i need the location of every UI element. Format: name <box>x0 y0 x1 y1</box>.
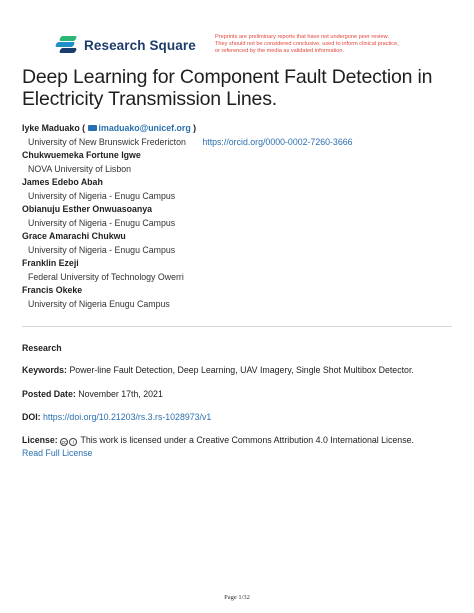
paper-title: Deep Learning for Component Fault Detection in Electricity Transmission Lines. <box>22 66 433 110</box>
author-affiliation: Federal University of Technology Owerri <box>28 271 184 282</box>
author-name: Franklin Ezeji <box>22 258 79 268</box>
article-type: Research <box>22 343 62 353</box>
author-affiliation: University of Nigeria - Enugu Campus <box>28 190 176 201</box>
attribution-icon: i <box>69 438 77 446</box>
author-affiliation: University of Nigeria Enugu Campus <box>28 298 170 309</box>
read-full-license-link[interactable]: Read Full License <box>22 448 93 458</box>
author-entry <box>22 284 462 311</box>
page-number: Page 1/32 <box>224 594 250 601</box>
doi: DOI: https://doi.org/10.21203/rs.3.rs-1028973/v1 <box>22 412 212 422</box>
author-affiliation: University of New Brunswick Fredericton <box>28 136 186 147</box>
author-name: James Edebo Abah <box>22 177 103 187</box>
author-name: Grace Amarachi Chukwu <box>22 231 126 241</box>
author-list <box>22 122 462 311</box>
preprint-disclaimer: Preprints are preliminary reports that have not undergone peer review. They should not be considered conclusive, used to inform clinical practice, or referenced by the media as validated information. <box>215 34 399 55</box>
author-entry: Iyke Maduako ( imaduako@unicef.org ) University of New Brunswick Fredericton https://orcid.org/0000-0002-7260-3666 <box>22 123 353 147</box>
author-name: Iyke Maduako <box>22 123 80 133</box>
brand-name: Research Square <box>84 37 196 53</box>
author-name: Obianuju Esther Onwuasoanya <box>22 204 153 214</box>
posted-date: Posted Date: November 17th, 2021 <box>22 389 163 399</box>
creative-commons-icon: cc <box>61 440 67 446</box>
author-entry <box>22 230 462 257</box>
research-square-logo-icon <box>56 36 78 54</box>
author-entry <box>22 203 462 230</box>
author-affiliation: University of Nigeria - Enugu Campus <box>28 244 176 255</box>
author-entry <box>22 149 462 176</box>
doi-link[interactable]: https://doi.org/10.21203/rs.3.rs-1028973/v1 <box>43 412 212 422</box>
author-email-link[interactable]: imaduako@unicef.org <box>88 123 191 133</box>
author-affiliation: University of Nigeria - Enugu Campus <box>28 217 176 228</box>
author-entry <box>22 257 462 284</box>
license: License: cc i This work is licensed under a Creative Commons Attribution 4.0 International License. Read Full License <box>22 434 462 460</box>
keywords: Keywords: Power-line Fault Detection, Deep Learning, UAV Imagery, Single Shot Multibox Detector. <box>22 365 414 375</box>
section-divider <box>22 326 452 327</box>
author-affiliation: NOVA University of Lisbon <box>28 163 131 174</box>
research-square-logo[interactable] <box>56 36 196 54</box>
author-entry <box>22 176 462 203</box>
orcid-link[interactable]: https://orcid.org/0000-0002-7260-3666 <box>202 136 353 147</box>
envelope-icon <box>88 125 97 131</box>
author-name: Chukwuemeka Fortune Igwe <box>22 150 141 160</box>
author-name: Francis Okeke <box>22 285 83 295</box>
